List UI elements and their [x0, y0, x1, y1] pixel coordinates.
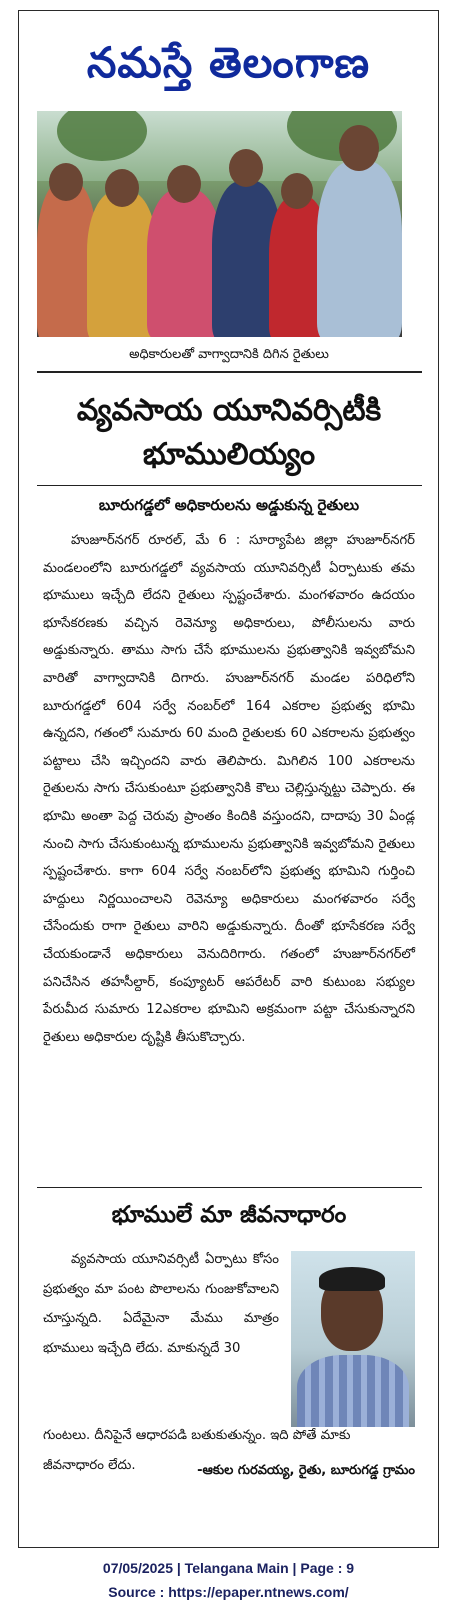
photo-person	[317, 161, 402, 337]
quote-attribution: -ఆకుల గురవయ్య, రైతు, బూరుగడ్డ గ్రామం	[197, 1463, 415, 1478]
photo-person-head	[105, 169, 139, 207]
photo-person-head	[49, 163, 83, 201]
photo-person-head	[167, 165, 201, 203]
quote-heading: భూములే మా జీవనాధారం	[111, 1202, 347, 1228]
divider	[37, 485, 422, 486]
newspaper-clipping	[18, 10, 439, 1548]
footer-date-edition-page: 07/05/2025 | Telangana Main | Page : 9	[102, 1560, 355, 1576]
portrait-shirt	[297, 1355, 409, 1427]
headline-line-1: వ్యవసాయ యూనివర్సిటీకి	[76, 393, 382, 428]
footer-source-link[interactable]: Source : https://epaper.ntnews.com/	[108, 1584, 349, 1600]
photo-person	[147, 189, 222, 337]
article-body: హుజూర్‌నగర్ రూరల్, మే 6 : సూర్యాపేట జిల్లా హుజూర్‌నగర్ మండలంలోని బూరుగడ్డలో వ్యవసాయ యూనివర్సిటీ ఏర్పాటుకు తమ భూములు ఇచ్చేది లేదని రైతులు స్పష్టంచేశారు. మంగళవారం ఉదయం భూసేకరణకు వచ్చిన రెవెన్యూ అధికారులు, పోలీసులను వారు అడ్డుకున్నారు. తాము సాగు చేసే భూములను ప్రభుత్వానికి ఇవ్వబోమని వారితో వాగ్వాదానికి దిగారు. హుజూర్‌నగర్ మండల పరిధిలోని బూరుగడ్డలో 604 సర్వే నంబర్‌లో 164 ఎకరాల ప్రభుత్వ భూమి ఉన్నదని, గతంలో సుమారు 60 మంది రైతులకు 60 ఎకరాలను ప్రభుత్వం పట్టాలు చేసి ఇచ్చిందని వారు తెలిపారు. మిగిలిన 100 ఎకరాలను రైతులను సాగు చేసుకుంటూ ప్రభుత్వానికి కౌలు చెల్లిస్తున్నట్టు చెప్పారు. ఈ భూమి అంతా పెద్ద చెరువు ప్రాంతం కిందికి వస్తుందని, దాదాపు 30 ఏండ్ల నుంచి సాగు చేసుకుంటున్న భూములను ప్రభుత్వానికి ఇవ్వబోమని రైతులు స్పష్టంచేశారు. కాగా 604 సర్వే నంబర్‌లోని ప్రభుత్వ భూమిని గుర్తించి హద్దులు నిర్ణయించాలని రెవెన్యూ అధికారులు మంగళవారం సర్వే చేసేందుకు రాగా రైతులు వారిని అడ్డుకున్నారు. దీంతో భూసేకరణ సర్వే చేయకుండానే అధికారులు వెనుదిరిగారు. గతంలో హుజూర్‌నగర్‌లో పనిచేసిన తహసీల్దార్, కంప్యూటర్ ఆపరేటర్ వారి కుటుంబ సభ్యుల పేరుమీద సుమారు 12ఎకరాల భూమిని అక్రమంగా పట్టా చేసుకున్నారని రైతులు అధికారుల దృష్టికి తీసుకొచ్చారు.	[43, 533, 415, 1045]
photo-person-head	[281, 173, 313, 209]
quote-tail: గుంటలు. దీనిపైనే ఆధారపడి బతుకుతున్నం. ఇది పోతే మాకు జీవనాధారం లేదు.	[43, 1428, 351, 1473]
divider	[37, 371, 422, 373]
portrait-hair	[319, 1267, 385, 1291]
farmer-portrait-image	[291, 1251, 415, 1427]
headline-line-2: భూములియ్యం	[142, 437, 316, 472]
newspaper-masthead: నమస్తే తెలంగాణ	[86, 38, 371, 87]
headline	[49, 389, 409, 477]
subheadline: బూరుగడ్డలో అధికారులను అడ్డుకున్న రైతులు	[98, 496, 360, 514]
photo-person-head	[229, 149, 263, 187]
divider	[37, 1187, 422, 1188]
photo-caption: అధికారులతో వాగ్వాదానికి దిగిన రైతులు	[129, 347, 329, 362]
photo-person-head	[339, 125, 379, 171]
news-photo-image	[37, 111, 402, 337]
quote-body: వ్యవసాయ యూనివర్సిటీ ఏర్పాటు కోసం ప్రభుత్వం మా పంట పొలాలను గుంజుకోవాలని చూస్తున్నది. ఏదేమైనా మేము మాత్రం భూములు ఇచ్చేది లేదు. మాకున్నదే 30	[43, 1252, 279, 1356]
